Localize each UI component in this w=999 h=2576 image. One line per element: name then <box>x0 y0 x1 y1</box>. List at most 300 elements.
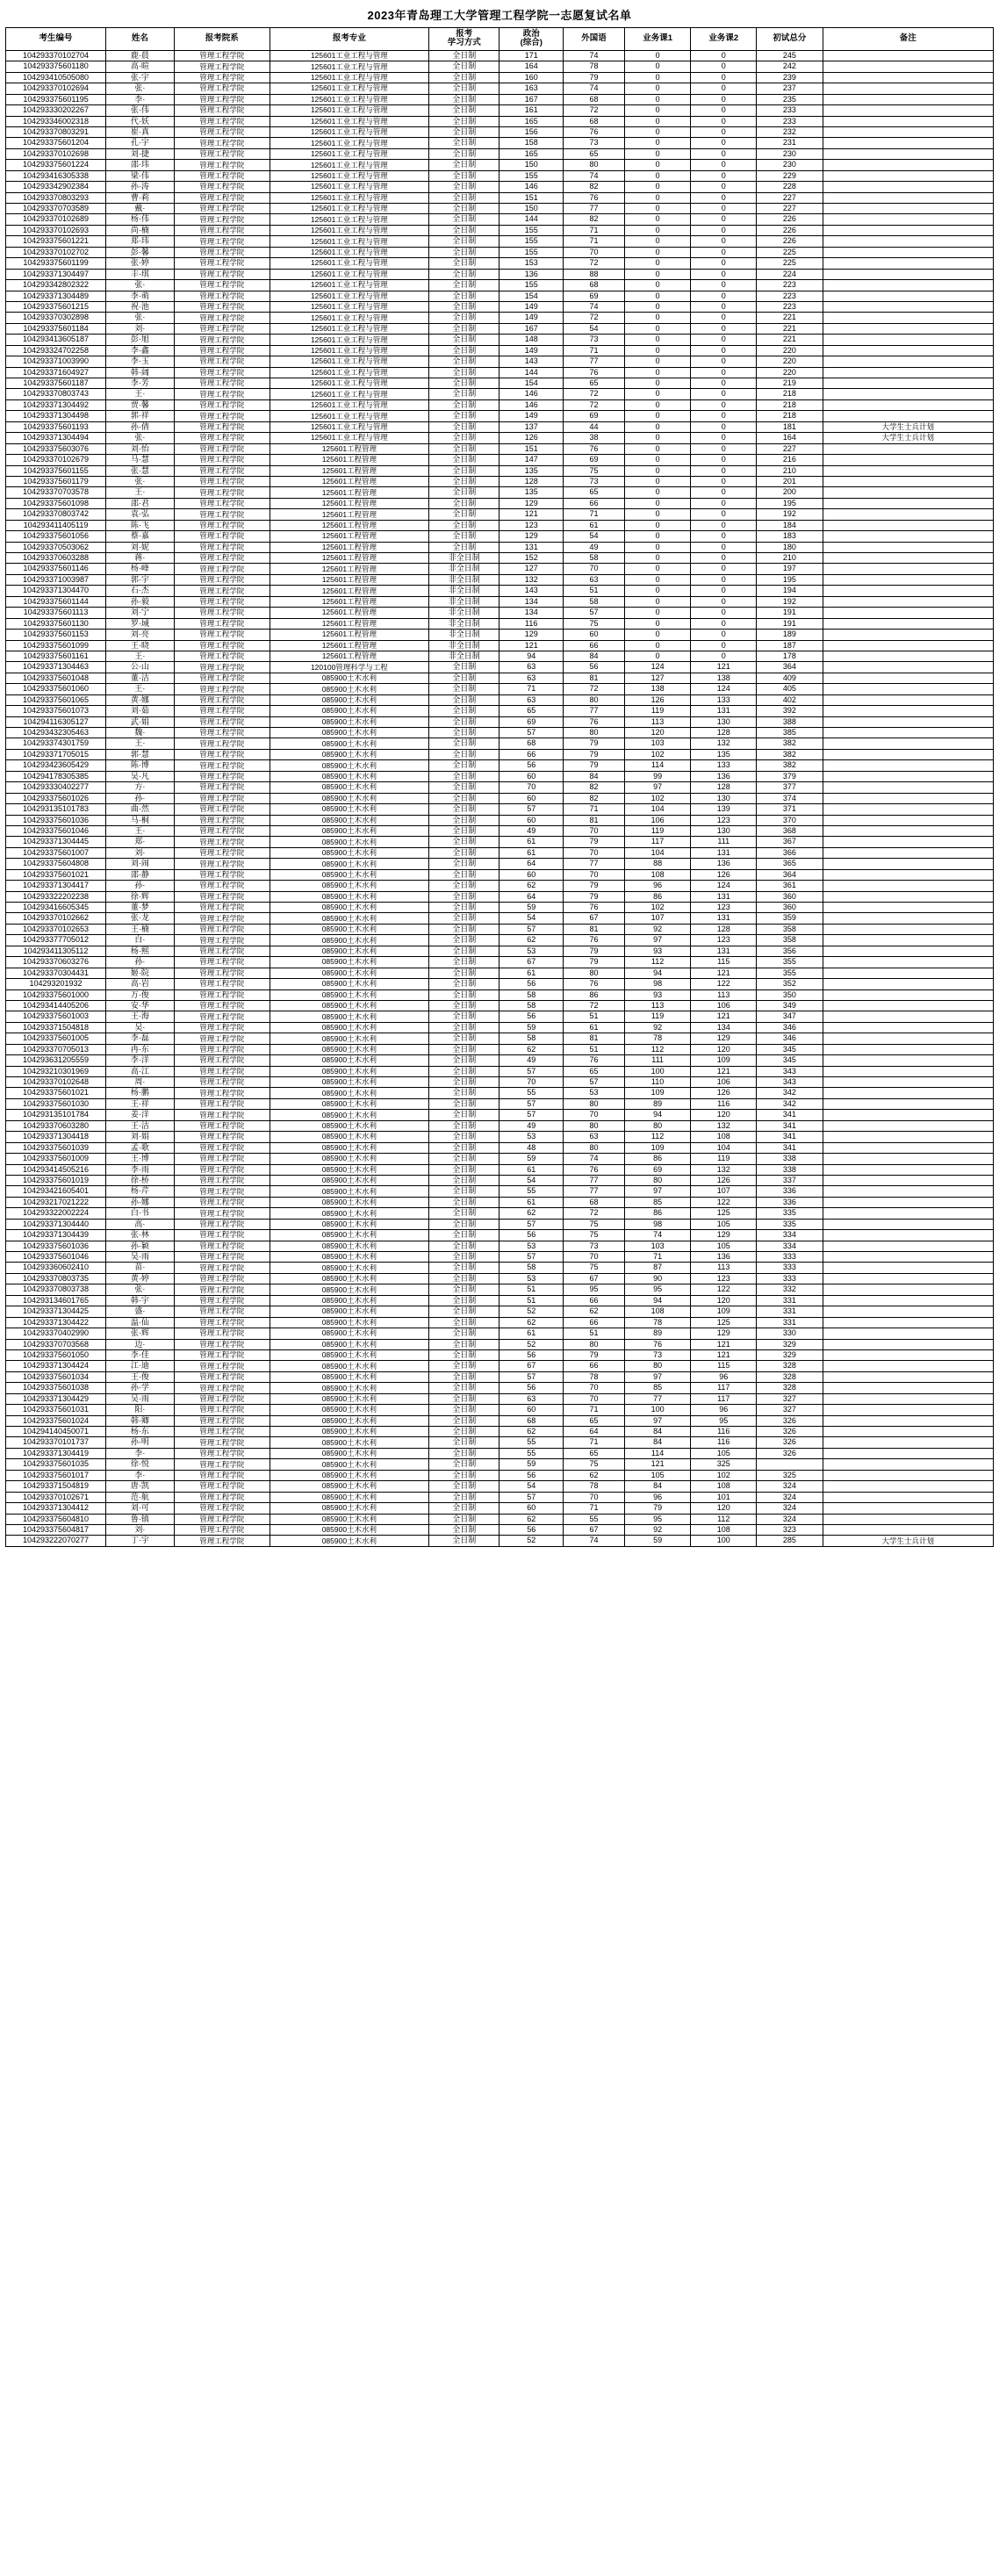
table-cell: 管理工程学院 <box>174 170 270 181</box>
table-cell: 71 <box>564 804 625 815</box>
table-cell: 管理工程学院 <box>174 1317 270 1328</box>
table-cell: 228 <box>757 182 823 192</box>
table-cell: 125601工业工程与管理 <box>270 160 428 170</box>
table-cell: 梁·伟 <box>106 170 175 181</box>
table-cell: 张·慧 <box>106 465 175 476</box>
table-cell: 129 <box>691 1230 757 1241</box>
table-cell: 60 <box>500 815 564 825</box>
table-cell: 管理工程学院 <box>174 1514 270 1524</box>
table-cell <box>823 793 993 803</box>
table-cell: 郑·玮 <box>106 236 175 247</box>
table-cell: 331 <box>757 1317 823 1328</box>
table-cell: 0 <box>625 487 691 498</box>
table-cell: 0 <box>691 214 757 225</box>
table-cell: 93 <box>625 946 691 956</box>
table-cell: 0 <box>691 433 757 443</box>
table-cell: 53 <box>564 1088 625 1098</box>
table-cell: 61 <box>500 837 564 847</box>
table-cell <box>823 1033 993 1044</box>
table-cell: 72 <box>564 1000 625 1011</box>
table-cell: 73 <box>564 335 625 345</box>
table-cell: 全日制 <box>429 1492 500 1502</box>
table-cell: 57 <box>500 1252 564 1263</box>
table-cell: 0 <box>625 596 691 607</box>
table-cell: 鲁·镇 <box>106 1514 175 1524</box>
table-cell: 143 <box>500 356 564 367</box>
table-cell: 125601工业工程与管理 <box>270 313 428 323</box>
table-cell: 管理工程学院 <box>174 968 270 978</box>
table-cell: 0 <box>691 476 757 486</box>
table-cell: 彭·旭 <box>106 335 175 345</box>
table-cell: 管理工程学院 <box>174 225 270 235</box>
table-cell: 136 <box>691 859 757 869</box>
table-cell: 085900土木水利 <box>270 1132 428 1142</box>
table-cell <box>823 291 993 301</box>
table-cell: 75 <box>564 618 625 629</box>
table-cell: 管理工程学院 <box>174 1252 270 1263</box>
table-cell: 223 <box>757 301 823 312</box>
table-cell: 0 <box>691 323 757 334</box>
table-cell: 0 <box>625 564 691 574</box>
table-cell: 125601工业工程与管理 <box>270 182 428 192</box>
table-cell: 刘· <box>106 847 175 858</box>
table-row <box>6 1459 994 1470</box>
table-cell: 216 <box>757 455 823 465</box>
table-cell: 104293371504818 <box>6 1022 106 1033</box>
table-cell: 79 <box>564 957 625 968</box>
table-cell: 55 <box>564 1514 625 1524</box>
table-cell: 108 <box>691 1524 757 1535</box>
table-cell: 104293375601007 <box>6 847 106 858</box>
table-cell: 336 <box>757 1186 823 1197</box>
table-cell: 085900土木水利 <box>270 804 428 815</box>
table-cell: 0 <box>691 313 757 323</box>
table-cell: 全日制 <box>429 1328 500 1339</box>
table-row <box>6 280 994 291</box>
table-cell: 管理工程学院 <box>174 542 270 552</box>
table-cell: 104293360602410 <box>6 1263 106 1273</box>
table-cell: 全日制 <box>429 1284 500 1295</box>
table-cell: 104293370102671 <box>6 1492 106 1502</box>
table-cell: 125601工业工程与管理 <box>270 258 428 269</box>
table-cell: 孟·歌 <box>106 1142 175 1153</box>
table-cell: 104293370101737 <box>6 1437 106 1448</box>
table-cell: 104293370302898 <box>6 313 106 323</box>
table-cell: 公·山 <box>106 662 175 673</box>
table-cell: 82 <box>564 214 625 225</box>
table-cell: 管理工程学院 <box>174 1164 270 1175</box>
table-cell: 126 <box>691 1088 757 1098</box>
table-cell: 管理工程学院 <box>174 891 270 902</box>
table-cell: 104293374301759 <box>6 738 106 749</box>
table-cell: 79 <box>564 891 625 902</box>
table-cell: 管理工程学院 <box>174 138 270 148</box>
table-cell: 0 <box>625 105 691 116</box>
table-cell: 管理工程学院 <box>174 313 270 323</box>
table-cell: 54 <box>500 913 564 924</box>
table-cell: 125601工业工程与管理 <box>270 356 428 367</box>
table-cell: 104293375601193 <box>6 421 106 432</box>
table-cell: 104293370304431 <box>6 968 106 978</box>
table-cell: 全日制 <box>429 1142 500 1153</box>
table-cell: 56 <box>500 760 564 771</box>
table-cell: 64 <box>500 859 564 869</box>
table-cell: 104293370102679 <box>6 455 106 465</box>
table-cell: 刘·娟 <box>106 1132 175 1142</box>
table-cell: 120 <box>691 1110 757 1120</box>
table-cell: 管理工程学院 <box>174 913 270 924</box>
table-cell <box>823 1175 993 1185</box>
table-cell: 132 <box>691 1120 757 1131</box>
table-cell: 0 <box>625 389 691 399</box>
table-cell: 155 <box>500 170 564 181</box>
table-cell: 73 <box>564 138 625 148</box>
table-cell: 76 <box>564 443 625 454</box>
table-cell: 全日制 <box>429 520 500 530</box>
table-cell <box>823 1514 993 1524</box>
table-cell <box>823 618 993 629</box>
table-cell: 58 <box>500 1000 564 1011</box>
table-cell: 82 <box>564 782 625 793</box>
table-cell: 刘·茹 <box>106 706 175 716</box>
table-cell: 104293375601224 <box>6 160 106 170</box>
table-cell: 129 <box>691 1033 757 1044</box>
table-cell: 管理工程学院 <box>174 105 270 116</box>
table-cell: 352 <box>757 979 823 989</box>
table-cell: 0 <box>625 269 691 279</box>
table-cell: 51 <box>500 1284 564 1295</box>
table-cell: 123 <box>691 1273 757 1284</box>
table-cell: 尚·楠 <box>106 225 175 235</box>
table-cell: 341 <box>757 1120 823 1131</box>
table-cell: 104293375601099 <box>6 640 106 651</box>
table-cell: 104293371003987 <box>6 574 106 585</box>
table-cell: 125601工业工程与管理 <box>270 280 428 291</box>
table-row <box>6 1284 994 1295</box>
table-row <box>6 869 994 880</box>
table-cell: 管理工程学院 <box>174 1142 270 1153</box>
table-cell: 330 <box>757 1328 823 1339</box>
table-cell: 104293370102653 <box>6 924 106 934</box>
table-cell: 104293371304424 <box>6 1361 106 1371</box>
table-cell: 187 <box>757 640 823 651</box>
table-cell: 329 <box>757 1349 823 1360</box>
table-cell: 100 <box>625 1405 691 1415</box>
table-row <box>6 1230 994 1241</box>
table-cell: 全日制 <box>429 1197 500 1207</box>
table-cell: 104293371304412 <box>6 1503 106 1514</box>
table-cell: 165 <box>500 116 564 126</box>
table-cell: 104293375601009 <box>6 1154 106 1164</box>
table-cell: 白·书 <box>106 1208 175 1219</box>
table-cell: 76 <box>564 126 625 137</box>
table-cell: 82 <box>564 182 625 192</box>
table-cell: 104293217021222 <box>6 1197 106 1207</box>
table-cell: 张· <box>106 1284 175 1295</box>
table-cell: 70 <box>564 1492 625 1502</box>
table-cell: 104293201932 <box>6 979 106 989</box>
table-cell: 345 <box>757 1044 823 1054</box>
table-cell: 0 <box>691 50 757 61</box>
table-cell: 65 <box>564 148 625 159</box>
table-cell: 0 <box>691 280 757 291</box>
column-header-subject2: 业务课2 <box>691 28 757 51</box>
table-cell: 409 <box>757 673 823 683</box>
table-cell: 管理工程学院 <box>174 356 270 367</box>
table-cell: 80 <box>625 1175 691 1185</box>
table-cell: 085900土木水利 <box>270 1219 428 1229</box>
table-cell: 0 <box>625 509 691 520</box>
table-cell: 70 <box>500 782 564 793</box>
table-cell <box>823 455 993 465</box>
table-cell: 57 <box>564 608 625 618</box>
table-cell <box>823 881 993 891</box>
table-cell: 全日制 <box>429 126 500 137</box>
table-row <box>6 1349 994 1360</box>
table-cell: 119 <box>691 1154 757 1164</box>
table-cell: 125601工程管理 <box>270 476 428 486</box>
table-cell: 67 <box>564 1273 625 1284</box>
table-cell: 管理工程学院 <box>174 83 270 94</box>
table-cell: 81 <box>564 1033 625 1044</box>
table-row <box>6 1197 994 1207</box>
table-cell: 姬·院 <box>106 968 175 978</box>
table-cell: 全日制 <box>429 487 500 498</box>
table-cell: 232 <box>757 126 823 137</box>
table-cell: 104293375601036 <box>6 815 106 825</box>
table-cell <box>823 378 993 389</box>
table-cell: 全日制 <box>429 1132 500 1142</box>
table-row <box>6 498 994 508</box>
table-cell: 102 <box>625 903 691 913</box>
table-cell <box>823 749 993 759</box>
table-cell: 管理工程学院 <box>174 1470 270 1480</box>
table-cell: 221 <box>757 313 823 323</box>
table-cell: 123 <box>691 815 757 825</box>
table-cell: 125601工程管理 <box>270 564 428 574</box>
table-cell: 085900土木水利 <box>270 1427 428 1437</box>
table-cell: 全日制 <box>429 148 500 159</box>
table-cell: 129 <box>500 531 564 542</box>
table-row <box>6 574 994 585</box>
table-cell: 085900土木水利 <box>270 1481 428 1492</box>
table-cell: 73 <box>625 1349 691 1360</box>
table-cell: 130 <box>691 825 757 836</box>
table-cell: 全日制 <box>429 138 500 148</box>
table-cell: 151 <box>500 443 564 454</box>
table-cell: 蒋· <box>106 553 175 564</box>
table-cell <box>823 204 993 214</box>
table-cell: 49 <box>500 1055 564 1066</box>
table-cell: 104293371304492 <box>6 399 106 410</box>
table-cell: 王· <box>106 825 175 836</box>
table-cell: 管理工程学院 <box>174 291 270 301</box>
table-cell: 0 <box>625 640 691 651</box>
table-cell: 085900土木水利 <box>270 968 428 978</box>
table-cell: 王·祥 <box>106 1098 175 1109</box>
table-cell: 385 <box>757 728 823 738</box>
table-cell: 郑· <box>106 837 175 847</box>
table-cell: 085900土木水利 <box>270 1154 428 1164</box>
table-cell: 109 <box>691 1306 757 1317</box>
table-cell: 65 <box>564 487 625 498</box>
table-cell: 95 <box>691 1415 757 1426</box>
table-cell: 0 <box>691 630 757 640</box>
table-cell: 085900土木水利 <box>270 1197 428 1207</box>
table-cell: 163 <box>500 83 564 94</box>
table-cell: 104293371304425 <box>6 1306 106 1317</box>
table-cell: 0 <box>691 542 757 552</box>
table-cell: 085900土木水利 <box>270 694 428 705</box>
table-row <box>6 1252 994 1263</box>
table-row <box>6 1044 994 1054</box>
table-cell: 122 <box>691 979 757 989</box>
table-cell: 335 <box>757 1219 823 1229</box>
table-row <box>6 126 994 137</box>
table-cell <box>823 630 993 640</box>
table-cell: 171 <box>500 50 564 61</box>
table-cell: 137 <box>500 421 564 432</box>
table-cell: 刘·可 <box>106 1503 175 1514</box>
table-cell: 125601工程管理 <box>270 630 428 640</box>
table-cell <box>823 684 993 694</box>
table-cell: 194 <box>757 586 823 596</box>
table-cell: 温·仙 <box>106 1317 175 1328</box>
table-cell: 0 <box>625 170 691 181</box>
table-cell: 96 <box>625 881 691 891</box>
table-cell: 104293135101784 <box>6 1110 106 1120</box>
table-cell: 79 <box>564 760 625 771</box>
table-cell: 李·磊 <box>106 1033 175 1044</box>
table-cell: 123 <box>691 903 757 913</box>
table-cell: 管理工程学院 <box>174 640 270 651</box>
table-cell: 132 <box>691 1164 757 1175</box>
table-cell: 63 <box>564 574 625 585</box>
table-cell: 0 <box>625 214 691 225</box>
table-cell: 104293411305112 <box>6 946 106 956</box>
table-cell: 管理工程学院 <box>174 738 270 749</box>
table-cell: 125601工业工程与管理 <box>270 433 428 443</box>
table-cell: 120 <box>691 1295 757 1306</box>
table-cell: 管理工程学院 <box>174 335 270 345</box>
table-cell <box>823 651 993 661</box>
table-cell: 335 <box>757 1208 823 1219</box>
table-cell: 吴·雨 <box>106 1252 175 1263</box>
table-cell: 63 <box>564 1132 625 1142</box>
table-cell: 96 <box>691 1371 757 1382</box>
table-cell: 104293134601765 <box>6 1295 106 1306</box>
table-cell: 104293375601050 <box>6 1349 106 1360</box>
table-cell: 全日制 <box>429 1306 500 1317</box>
table-cell: 104293375601073 <box>6 706 106 716</box>
table-cell: 71 <box>564 345 625 356</box>
table-cell: 非全日制 <box>429 640 500 651</box>
table-cell: 366 <box>757 847 823 858</box>
table-cell: 0 <box>625 608 691 618</box>
table-cell: 67 <box>500 1361 564 1371</box>
table-row <box>6 1371 994 1382</box>
table-cell: 70 <box>564 847 625 858</box>
table-cell: 0 <box>691 269 757 279</box>
table-cell: 121 <box>691 1349 757 1360</box>
table-cell: 管理工程学院 <box>174 378 270 389</box>
table-cell <box>823 247 993 257</box>
table-cell: 蔡·嘉 <box>106 531 175 542</box>
table-cell: 085900土木水利 <box>270 749 428 759</box>
table-cell: 364 <box>757 662 823 673</box>
table-cell: 78 <box>564 61 625 72</box>
table-row <box>6 367 994 378</box>
table-cell: 92 <box>625 1524 691 1535</box>
table-cell: 全日制 <box>429 399 500 410</box>
table-cell: 218 <box>757 411 823 421</box>
table-cell: 管理工程学院 <box>174 881 270 891</box>
table-cell: 164 <box>500 61 564 72</box>
table-row <box>6 825 994 836</box>
table-cell: 104293371304489 <box>6 291 106 301</box>
table-cell: 104 <box>691 1142 757 1153</box>
table-row <box>6 204 994 214</box>
table-cell: 0 <box>625 313 691 323</box>
table-cell: 235 <box>757 94 823 104</box>
table-cell: 江·迪 <box>106 1361 175 1371</box>
table-cell: 129 <box>500 498 564 508</box>
table-cell: 管理工程学院 <box>174 989 270 1000</box>
table-cell: 104293375601048 <box>6 673 106 683</box>
table-cell: 全日制 <box>429 1208 500 1219</box>
table-cell: 109 <box>625 1142 691 1153</box>
table-cell <box>823 924 993 934</box>
table-cell: 71 <box>500 684 564 694</box>
table-cell: 全日制 <box>429 869 500 880</box>
table-cell: 非全日制 <box>429 564 500 574</box>
table-cell: 085900土木水利 <box>270 1317 428 1328</box>
table-cell: 全日制 <box>429 1055 500 1066</box>
table-cell: 355 <box>757 968 823 978</box>
table-cell: 管理工程学院 <box>174 651 270 661</box>
table-cell: 董·梦 <box>106 903 175 913</box>
table-cell: 全日制 <box>429 1252 500 1263</box>
table-cell: 管理工程学院 <box>174 323 270 334</box>
table-cell: 高·暄 <box>106 61 175 72</box>
table-cell: 56 <box>500 1470 564 1480</box>
table-cell: 382 <box>757 760 823 771</box>
table-cell: 230 <box>757 148 823 159</box>
table-cell: 管理工程学院 <box>174 1437 270 1448</box>
table-cell <box>823 1230 993 1241</box>
table-cell: 121 <box>691 662 757 673</box>
table-cell: 77 <box>564 706 625 716</box>
table-cell: 104293375601003 <box>6 1011 106 1022</box>
table-cell: 126 <box>691 1175 757 1185</box>
table-cell: 68 <box>564 280 625 291</box>
table-cell: 156 <box>500 126 564 137</box>
table-cell: 0 <box>691 61 757 72</box>
table-cell: 160 <box>500 72 564 83</box>
table-cell: 125601工程管理 <box>270 509 428 520</box>
table-cell: 104293210301969 <box>6 1066 106 1076</box>
table-cell: 0 <box>625 574 691 585</box>
table-cell: 085900土木水利 <box>270 1142 428 1153</box>
table-cell: 全日制 <box>429 356 500 367</box>
table-cell <box>823 825 993 836</box>
table-cell: 管理工程学院 <box>174 487 270 498</box>
table-cell: 80 <box>564 694 625 705</box>
table-cell: 121 <box>500 640 564 651</box>
table-cell: 袁·弘 <box>106 509 175 520</box>
table-cell: 70 <box>564 1110 625 1120</box>
table-cell: 085900土木水利 <box>270 913 428 924</box>
